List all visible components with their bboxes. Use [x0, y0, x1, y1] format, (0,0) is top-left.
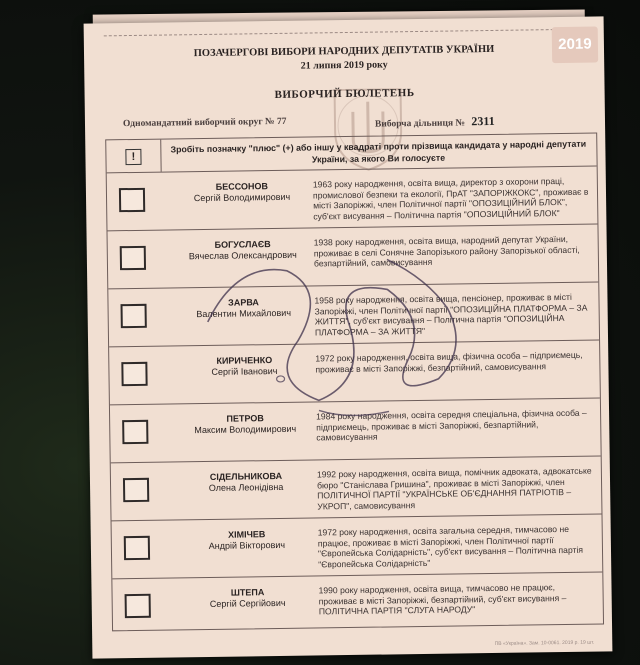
candidate-row: [112, 514, 603, 579]
candidate-name: [180, 413, 310, 437]
election-date: 21 липня 2019 року: [300, 59, 388, 72]
vote-checkbox[interactable]: [119, 188, 145, 212]
precinct-number: 2311: [471, 113, 495, 129]
candidate-name: [182, 529, 312, 553]
candidate-name: [177, 181, 307, 205]
candidate-given-name: Валентин Михайлович: [196, 307, 292, 320]
candidate-given-name: Сергій Володимирович: [193, 191, 291, 204]
candidate-info: 1992 року народження, освіта вища, помічник адвоката, адвокатське бюро "Станіслава Гришина", проживає в місті Запоріжжі, член ПОЛІТИЧНОЇ ПАРТІЇ "УКРАЇНСЬКЕ ОБ'ЄДНАННЯ ПАТРІОТІВ – УКРОП", самовисування: [316, 465, 592, 511]
candidate-info: 1972 року народження, освіта вища, фізична особа – підприємець, проживає в місті Запоріжжі, безпартійний, самовисування: [315, 349, 583, 374]
vote-checkbox[interactable]: [123, 478, 149, 502]
candidate-surname: СІДЕЛЬНИКОВА: [209, 470, 283, 482]
vote-checkbox[interactable]: [120, 246, 146, 270]
candidate-surname: ПЕТРОВ: [226, 413, 264, 424]
candidate-name: [181, 471, 311, 495]
candidate-surname: ЗАРВА: [228, 297, 259, 308]
instruction-mark-cell: [106, 140, 161, 173]
election-title: ПОЗАЧЕРГОВІ ВИБОРИ НАРОДНИХ ДЕПУТАТІВ УКРАЇНИ: [193, 43, 495, 60]
ballot-label: ВИБОРЧИЙ БЮЛЕТЕНЬ: [274, 87, 415, 102]
candidate-row: [107, 167, 598, 232]
candidate-row: [112, 572, 603, 636]
candidate-surname: КИРИЧЕНКО: [216, 355, 273, 366]
candidate-table: [105, 133, 604, 632]
perforation-line: [104, 29, 564, 36]
candidate-info: 1938 року народження, освіта вища, народний депутат України, проживає в селі Сонячне Запорізького району Запорізької області, безпартійний, самовисування: [313, 233, 580, 269]
candidate-name: [182, 587, 312, 611]
candidate-surname: БОГУСЛАЄВ: [214, 239, 271, 250]
candidate-given-name: Андрій Вікторович: [208, 539, 286, 551]
candidate-info: 1958 року народження, освіта вища, пенсіонер, проживає в місті Запоріжжі, член Політичної партії "ОПОЗИЦІЙНА ПЛАТФОРМА – ЗА ЖИТТЯ", суб'єкт висування – Політична партія "ОПОЗИЦІЙНА ПЛАТФОРМА – ЗА ЖИТТЯ": [314, 291, 588, 337]
precinct-info: [375, 114, 495, 131]
vote-checkbox[interactable]: [124, 536, 150, 560]
candidate-info: 1963 року народження, освіта вища, директор з охорони праці, промислової безпеки та екології, ПрАТ "ЗАПОРІЖКОКС", проживає в місті Запоріжжі, член Політичної партії "ОПОЗИЦІЙНИЙ БЛОК", суб'єкт висування – Політична партія "ОПОЗИЦІЙНИЙ БЛОК": [312, 175, 589, 221]
candidate-info: 1984 року народження, освіта середня спеціальна, фізична особа – підприємець, проживає в місті Запоріжжі, безпартійний, самовисування: [316, 407, 587, 443]
candidate-given-name: Сергій Сергійович: [209, 597, 286, 609]
candidate-row: [111, 456, 602, 521]
candidate-row: [109, 340, 600, 405]
ballot-sheet: [84, 16, 613, 658]
candidate-given-name: Сергій Іванович: [211, 365, 278, 377]
candidate-row: [107, 225, 598, 290]
candidate-given-name: Вячеслав Олександрович: [188, 249, 297, 262]
candidate-row: [108, 283, 599, 348]
candidate-surname: ШТЕПА: [230, 587, 265, 598]
print-footer: ПВ «Україна». Зам. 10-0061. 2019 р. 19 шт.: [494, 639, 595, 647]
candidate-surname: ХІМІЧЕВ: [227, 529, 266, 540]
candidate-info: 1972 року народження, освіта загальна середня, тимчасово не працює, проживає в місті Запоріжжі, член Політичної партії "Європейська Солідарність", суб'єкт висування – Політична партія "Європейська Солідарність": [317, 523, 584, 569]
candidate-info: 1990 року народження, освіта вища, тимчасово не працює, проживає в місті Запоріжжі, безпартійний, суб'єкт висування – ПОЛІТИЧНА ПАРТІЯ "СЛУГА НАРОДУ": [318, 582, 567, 617]
candidate-given-name: Максим Володимирович: [194, 423, 297, 436]
exclamation-icon: !: [125, 149, 141, 165]
candidate-name: [178, 239, 308, 263]
district-label: Одномандатний виборчий округ № 77: [122, 116, 287, 130]
vote-checkbox[interactable]: [121, 362, 147, 386]
instruction-text: Зробіть позначку "плюс" (+) або іншу у квадраті проти прізвища кандидата у народні депутати України, за якого Ви голосуєте: [170, 138, 587, 165]
candidate-name: [179, 355, 309, 379]
candidate-surname: БЕССОНОВ: [215, 181, 269, 192]
vote-checkbox[interactable]: [125, 594, 151, 618]
candidate-row: [110, 398, 601, 463]
year-badge: 2019: [552, 26, 598, 63]
vote-checkbox[interactable]: [122, 420, 148, 444]
precinct-label: Виборча дільниця №: [374, 118, 466, 130]
vote-checkbox[interactable]: [121, 304, 147, 328]
candidate-given-name: Олена Леонідівна: [208, 481, 284, 493]
candidate-name: [178, 297, 308, 321]
